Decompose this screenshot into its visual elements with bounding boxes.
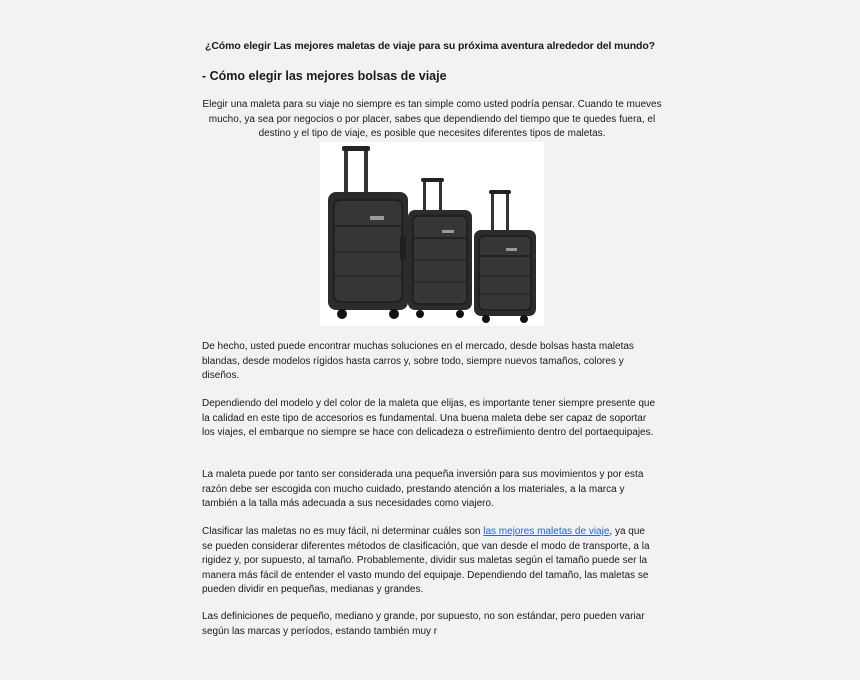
paragraph-4-text-after: , ya que se pueden considerar diferentes métodos de clasificación, que van desde el modo de transporte, a la rigidez y, por supuesto, al tamaño. Probablemente, dividir sus maletas según el tamaño puede ser la manera más fácil de entender el vasto mundo del equipaje. Dependiendo del tamaño, las maletas se pueden dividir en pequeñas, medianas y grandes. [202, 526, 650, 595]
paragraph-4 [202, 525, 658, 598]
paragraph-2: Dependiendo del modelo y del color de la maleta que elijas, es importante tener siempre presente que la calidad en este tipo de accesorios es fundamental. Una buena maleta debe ser capaz de soportar los viajes, el embarque no siempre se hace con delicadeza o estreñimiento dentro del portaequipajes. [202, 398, 656, 438]
paragraph-4-text-before: Clasificar las maletas no es muy fácil, ni determinar cuáles son [202, 526, 484, 537]
best-luggage-link[interactable]: las mejores maletas de viaje [483, 526, 610, 537]
large-suitcase [328, 146, 408, 319]
intro-paragraph: Elegir una maleta para su viaje no siempre es tan simple como usted podría pensar. Cuando te mueves mucho, ya sea por negocios o por placer, sabes que dependiendo del tiempo que te quedes fuera, el destino y el tipo de viaje, es posible que necesites diferentes tipos de maletas. [202, 99, 662, 139]
paragraph-1: De hecho, usted puede encontrar muchas soluciones en el mercado, desde bolsas hasta maletas blandas, desde modelos rígidos hasta carros y, sobre todo, siempre nuevos tamaños, colores y diseños. [202, 341, 634, 381]
paragraph-5: Las definiciones de pequeño, mediano y grande, por supuesto, no son estándar, pero pueden variar según las marcas y períodos, estando también muy r [202, 611, 645, 637]
medium-suitcase [408, 178, 472, 318]
document-title: ¿Cómo elegir Las mejores maletas de viaje para su próxima aventura alrededor del mundo? [205, 40, 655, 52]
section-heading: - Cómo elegir las mejores bolsas de viaje [202, 69, 447, 83]
small-suitcase [474, 190, 536, 323]
paragraph-3: La maleta puede por tanto ser considerada una pequeña inversión para sus movimientos y por esta razón debe ser escogida con mucho cuidado, prestando atención a los materiales, a la marca y también a la talla más adecuada a sus necesidades como viajero. [202, 469, 644, 509]
luggage-set-image [320, 142, 544, 326]
document-page [186, 0, 674, 680]
